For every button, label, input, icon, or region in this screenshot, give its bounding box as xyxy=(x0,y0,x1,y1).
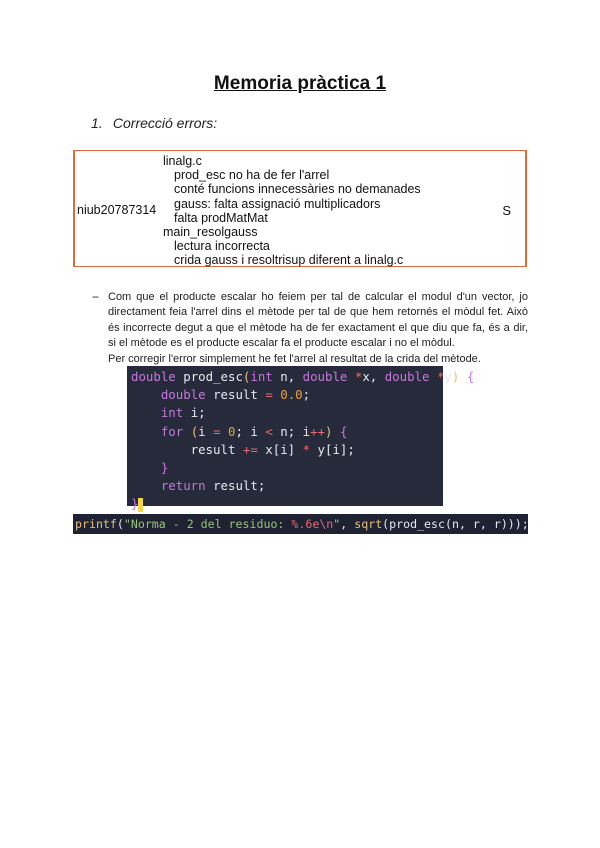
code-line: } xyxy=(160,460,169,476)
bullet-dash: − xyxy=(92,290,100,304)
error-line: crida gauss i resoltrisup diferent a linalg.c xyxy=(174,253,404,268)
error-line: prod_esc no ha de fer l'arrel xyxy=(174,168,330,183)
error-line: lectura incorrecta xyxy=(174,239,270,254)
error-line: linalg.c xyxy=(163,154,202,168)
code-line: double prod_esc(int n, double *x, double *y) { xyxy=(131,369,475,384)
section-number: 1. xyxy=(91,115,103,131)
section-heading xyxy=(91,115,217,131)
errors-table xyxy=(73,150,527,267)
section-label: Correcció errors: xyxy=(112,115,218,131)
code-line: for (i = 0; i < n; i++) { xyxy=(160,423,348,439)
error-line: conté funcions innecessàries no demanades xyxy=(174,182,421,197)
explanation-paragraph: Com que el producte escalar ho feiem per tal de calcular el modul d'un vector, jo directament feia l'arrel dins el mètode per tal de que hem retornés el mòdul fet. Això és incorrecte degut a que el mètode ha de fer exactament el que diu que fa, és a dir, si el mètode es el producte escalar fa el producte escalar i no el mòdul. xyxy=(108,291,528,350)
code-line: return result; xyxy=(160,478,266,494)
explanation-paragraph: Per corregir l'error simplement he fet l'arrel al resultat de la crida del mètode. xyxy=(108,352,481,365)
mark-value: S xyxy=(502,203,511,218)
code-line: } xyxy=(131,495,443,513)
printf-code-line: printf("Norma - 2 del residuo: %.6e\n", sqrt(prod_esc(n, r, r))); xyxy=(73,514,528,534)
student-id: niub20787314 xyxy=(77,203,157,217)
code-screenshot xyxy=(127,366,475,512)
code-line: result += x[i] * y[i]; xyxy=(131,441,355,457)
code-line: double result = 0.0; xyxy=(160,387,311,403)
text-cursor xyxy=(138,498,143,512)
error-line: falta prodMatMat xyxy=(174,210,268,225)
page-title: Memoria pràctica 1 xyxy=(213,73,387,94)
error-line: gauss: falta assignació multiplicadors xyxy=(174,196,381,211)
explanation-text xyxy=(108,290,528,367)
code-line: int i; xyxy=(160,405,206,421)
error-line: main_resolgauss xyxy=(163,225,258,240)
error-list xyxy=(163,154,421,268)
